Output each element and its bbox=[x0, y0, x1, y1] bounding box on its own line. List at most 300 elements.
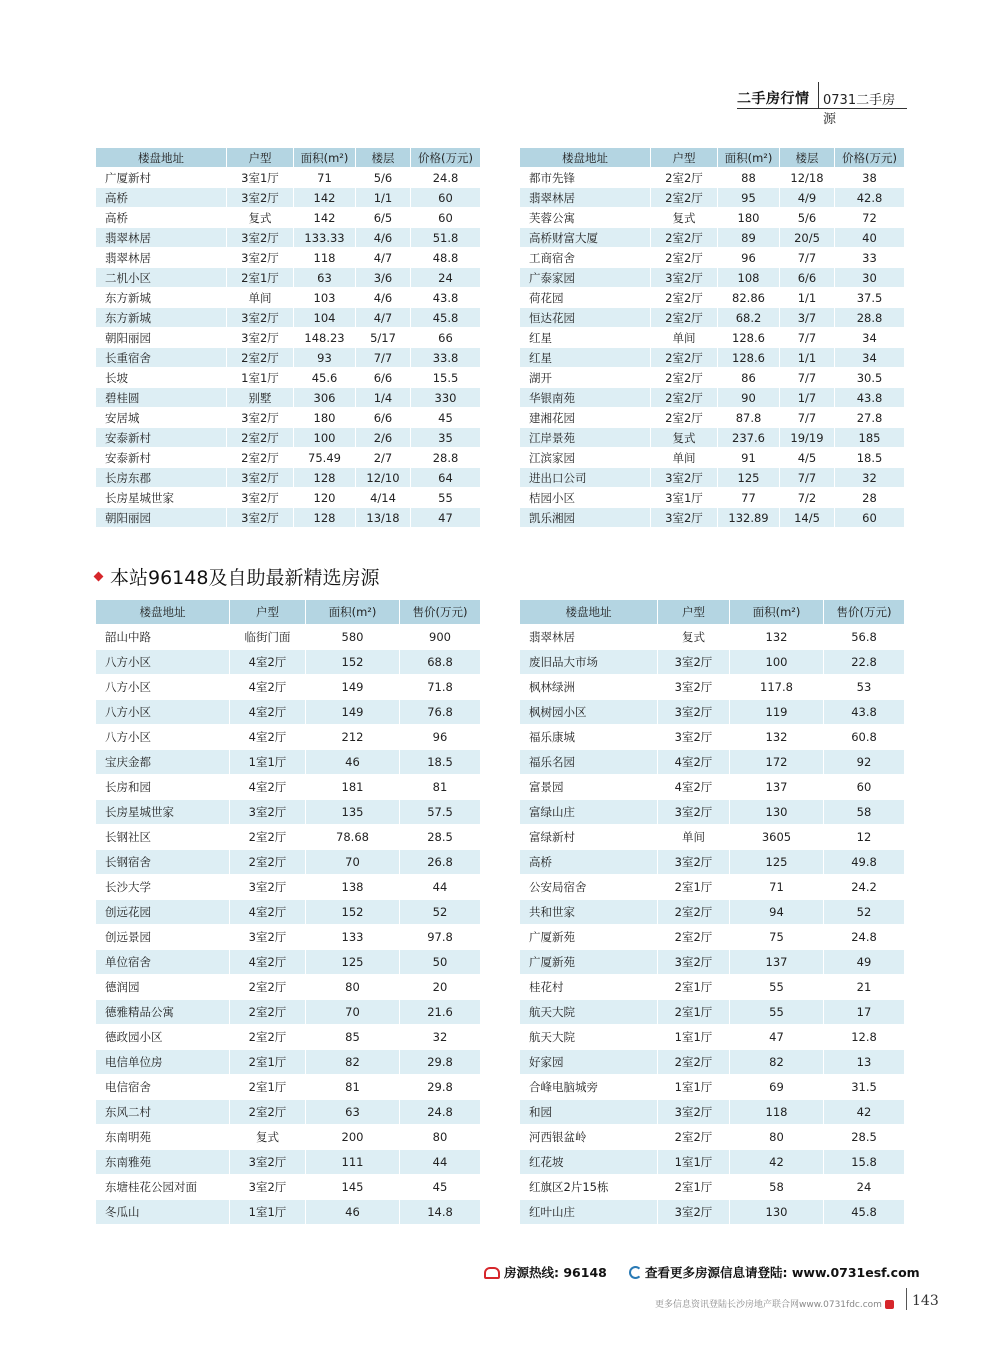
table-cell: 75.49 bbox=[294, 448, 356, 468]
table-cell: 2室2厅 bbox=[651, 168, 718, 188]
table-cell: 12 bbox=[824, 825, 905, 850]
table-cell: 138 bbox=[306, 875, 400, 900]
table-row bbox=[96, 308, 481, 328]
table-cell: 13/18 bbox=[356, 508, 411, 528]
table-cell: 132 bbox=[730, 725, 824, 750]
table-cell: 东南明苑 bbox=[96, 1125, 230, 1150]
column-header: 价格(万元) bbox=[835, 148, 905, 168]
table-cell: 4室2厅 bbox=[230, 900, 306, 925]
table-cell: 71 bbox=[730, 875, 824, 900]
table-cell: 135 bbox=[306, 800, 400, 825]
table-cell: 别墅 bbox=[227, 388, 294, 408]
table-cell: 华银南苑 bbox=[520, 388, 651, 408]
table-cell: 3室1厅 bbox=[651, 488, 718, 508]
table-cell: 2室2厅 bbox=[658, 1125, 730, 1150]
table-cell: 2室1厅 bbox=[227, 268, 294, 288]
table-cell: 212 bbox=[306, 725, 400, 750]
table-cell: 2室2厅 bbox=[658, 925, 730, 950]
table-cell: 185 bbox=[835, 428, 905, 448]
section-header-title: 二手房行情 bbox=[737, 91, 810, 107]
table-cell: 福乐名园 bbox=[520, 750, 658, 775]
table-cell: 4室2厅 bbox=[230, 775, 306, 800]
column-header: 面积(m²) bbox=[718, 148, 780, 168]
website-notice[interactable] bbox=[629, 1263, 920, 1281]
table-cell: 70 bbox=[306, 850, 400, 875]
table-cell: 52 bbox=[400, 900, 481, 925]
table-row bbox=[520, 1150, 905, 1175]
table-cell: 1室1厅 bbox=[658, 1025, 730, 1050]
table-cell: 3室2厅 bbox=[658, 725, 730, 750]
table-cell: 45.8 bbox=[824, 1200, 905, 1225]
table-cell: 28.5 bbox=[824, 1125, 905, 1150]
table-cell: 24 bbox=[411, 268, 481, 288]
table-cell: 28.5 bbox=[400, 825, 481, 850]
table-cell: 38 bbox=[835, 168, 905, 188]
table-row bbox=[520, 750, 905, 775]
table-cell: 37.5 bbox=[835, 288, 905, 308]
table-cell: 45.6 bbox=[294, 368, 356, 388]
table-cell: 德雅精品公寓 bbox=[96, 1000, 230, 1025]
table-cell: 18.5 bbox=[400, 750, 481, 775]
table-cell: 180 bbox=[718, 208, 780, 228]
table-row bbox=[96, 268, 481, 288]
table-cell: 1/1 bbox=[780, 348, 835, 368]
table-row bbox=[96, 468, 481, 488]
table-cell: 82 bbox=[306, 1050, 400, 1075]
column-header: 楼层 bbox=[356, 148, 411, 168]
hotline bbox=[484, 1263, 607, 1281]
logo-icon bbox=[885, 1300, 894, 1309]
table-cell: 2室2厅 bbox=[651, 388, 718, 408]
table-cell: 42.8 bbox=[835, 188, 905, 208]
table-cell: 创远景园 bbox=[96, 925, 230, 950]
table-cell: 3室2厅 bbox=[227, 468, 294, 488]
table-cell: 红叶山庄 bbox=[520, 1200, 658, 1225]
table-cell: 12.8 bbox=[824, 1025, 905, 1050]
table-cell: 4室2厅 bbox=[658, 750, 730, 775]
table-cell: 长钢宿舍 bbox=[96, 850, 230, 875]
table-cell: 34 bbox=[835, 328, 905, 348]
table-row bbox=[96, 488, 481, 508]
table-cell: 电信宿舍 bbox=[96, 1075, 230, 1100]
table-cell: 96 bbox=[718, 248, 780, 268]
table-cell: 104 bbox=[294, 308, 356, 328]
table-cell: 3室2厅 bbox=[230, 925, 306, 950]
table-cell: 148.23 bbox=[294, 328, 356, 348]
table-row bbox=[96, 700, 481, 725]
table-row bbox=[96, 168, 481, 188]
table-row bbox=[96, 625, 481, 650]
table-cell: 47 bbox=[730, 1025, 824, 1050]
table-row bbox=[520, 950, 905, 975]
table-cell: 公安局宿舍 bbox=[520, 875, 658, 900]
table-cell: 东风二村 bbox=[96, 1100, 230, 1125]
table-cell: 96 bbox=[400, 725, 481, 750]
table-cell: 32 bbox=[400, 1025, 481, 1050]
table-cell: 3室1厅 bbox=[227, 168, 294, 188]
table-cell: 91 bbox=[718, 448, 780, 468]
table-cell: 2室2厅 bbox=[230, 825, 306, 850]
table-row bbox=[520, 268, 905, 288]
table-cell: 1室1厅 bbox=[230, 1200, 306, 1225]
table-cell: 94 bbox=[730, 900, 824, 925]
table-row bbox=[520, 1100, 905, 1125]
table-cell: 枫树园小区 bbox=[520, 700, 658, 725]
table-cell: 24 bbox=[824, 1175, 905, 1200]
table-cell: 5/17 bbox=[356, 328, 411, 348]
table-cell: 长房星城世家 bbox=[96, 488, 227, 508]
table-cell: 3室2厅 bbox=[658, 1200, 730, 1225]
table-cell: 44 bbox=[400, 1150, 481, 1175]
table-cell: 7/7 bbox=[356, 348, 411, 368]
table-cell: 130 bbox=[730, 800, 824, 825]
table-cell: 103 bbox=[294, 288, 356, 308]
table-cell: 20/5 bbox=[780, 228, 835, 248]
table-cell: 24.8 bbox=[411, 168, 481, 188]
table-cell: 132 bbox=[730, 625, 824, 650]
table-row bbox=[520, 625, 905, 650]
section-header-subtitle: 0731二手房源 bbox=[823, 93, 896, 127]
table-cell: 4室2厅 bbox=[658, 775, 730, 800]
table-cell: 13 bbox=[824, 1050, 905, 1075]
table-cell: 60 bbox=[835, 508, 905, 528]
table-cell: 富景园 bbox=[520, 775, 658, 800]
column-header: 户型 bbox=[651, 148, 718, 168]
table-row bbox=[96, 1150, 481, 1175]
table-cell: 22.8 bbox=[824, 650, 905, 675]
table-cell: 2室1厅 bbox=[658, 1000, 730, 1025]
table-row bbox=[520, 900, 905, 925]
column-header: 售价(万元) bbox=[400, 600, 481, 625]
table-cell: 3室2厅 bbox=[230, 875, 306, 900]
table-cell: 冬瓜山 bbox=[96, 1200, 230, 1225]
table-cell: 152 bbox=[306, 900, 400, 925]
table-row bbox=[520, 328, 905, 348]
table-row bbox=[96, 1200, 481, 1225]
table-cell: 51.8 bbox=[411, 228, 481, 248]
table-cell: 35 bbox=[411, 428, 481, 448]
table-cell: 八方小区 bbox=[96, 650, 230, 675]
table-cell: 86 bbox=[718, 368, 780, 388]
table-cell: 单位宿舍 bbox=[96, 950, 230, 975]
table-row bbox=[520, 288, 905, 308]
table-cell: 56.8 bbox=[824, 625, 905, 650]
table-cell: 78.68 bbox=[306, 825, 400, 850]
table-bottom-right bbox=[519, 599, 905, 1225]
table-cell: 2室2厅 bbox=[230, 850, 306, 875]
table-cell: 66 bbox=[411, 328, 481, 348]
table-cell: 118 bbox=[294, 248, 356, 268]
table-cell: 43.8 bbox=[411, 288, 481, 308]
table-cell: 55 bbox=[411, 488, 481, 508]
table-row bbox=[96, 388, 481, 408]
table-cell: 12/18 bbox=[780, 168, 835, 188]
table-row bbox=[520, 700, 905, 725]
table-cell: 130 bbox=[730, 1200, 824, 1225]
table-row bbox=[96, 1175, 481, 1200]
column-header: 面积(m²) bbox=[730, 600, 824, 625]
table-cell: 长重宿舍 bbox=[96, 348, 227, 368]
table-row bbox=[520, 468, 905, 488]
table-cell: 翡翠林居 bbox=[96, 228, 227, 248]
table-cell: 24.8 bbox=[400, 1100, 481, 1125]
column-header: 楼盘地址 bbox=[96, 148, 227, 168]
table-cell: 125 bbox=[306, 950, 400, 975]
table-cell: 安泰新村 bbox=[96, 428, 227, 448]
column-header: 售价(万元) bbox=[824, 600, 905, 625]
table-cell: 6/6 bbox=[356, 408, 411, 428]
table-cell: 朝阳丽园 bbox=[96, 508, 227, 528]
table-cell: 富绿新村 bbox=[520, 825, 658, 850]
table-cell: 7/7 bbox=[780, 248, 835, 268]
table-cell: 2室2厅 bbox=[651, 408, 718, 428]
table-cell: 85 bbox=[306, 1025, 400, 1050]
table-cell: 133 bbox=[306, 925, 400, 950]
table-cell: 68.2 bbox=[718, 308, 780, 328]
table-row bbox=[96, 1075, 481, 1100]
table-cell: 红星 bbox=[520, 328, 651, 348]
table-row bbox=[520, 368, 905, 388]
table-cell: 14/5 bbox=[780, 508, 835, 528]
table-row bbox=[96, 188, 481, 208]
table-cell: 6/6 bbox=[780, 268, 835, 288]
table-cell: 2室2厅 bbox=[651, 348, 718, 368]
table-cell: 2/7 bbox=[356, 448, 411, 468]
table-row bbox=[96, 675, 481, 700]
table-cell: 14.8 bbox=[400, 1200, 481, 1225]
table-cell: 69 bbox=[730, 1075, 824, 1100]
table-cell: 3室2厅 bbox=[227, 328, 294, 348]
table-cell: 28.8 bbox=[411, 448, 481, 468]
table-cell: 111 bbox=[306, 1150, 400, 1175]
table-cell: 3室2厅 bbox=[227, 248, 294, 268]
table-cell: 133.33 bbox=[294, 228, 356, 248]
table-cell: 80 bbox=[730, 1125, 824, 1150]
table-cell: 八方小区 bbox=[96, 725, 230, 750]
table-cell: 红星 bbox=[520, 348, 651, 368]
table-cell: 广厦新村 bbox=[96, 168, 227, 188]
table-cell: 142 bbox=[294, 208, 356, 228]
table-cell: 52 bbox=[824, 900, 905, 925]
page-number-divider bbox=[906, 1288, 907, 1310]
table-row bbox=[96, 975, 481, 1000]
table-cell: 德润园 bbox=[96, 975, 230, 1000]
table-row bbox=[96, 508, 481, 528]
table-cell: 132.89 bbox=[718, 508, 780, 528]
table-cell: 1/7 bbox=[780, 388, 835, 408]
table-cell: 2室2厅 bbox=[651, 188, 718, 208]
table-row bbox=[520, 1075, 905, 1100]
table-bottom-left bbox=[95, 599, 481, 1225]
table-cell: 2室1厅 bbox=[658, 975, 730, 1000]
table-cell: 19/19 bbox=[780, 428, 835, 448]
table-cell: 红旗区2片15栋 bbox=[520, 1175, 658, 1200]
table-row bbox=[96, 328, 481, 348]
table-cell: 2室2厅 bbox=[230, 1000, 306, 1025]
table-cell: 142 bbox=[294, 188, 356, 208]
table-row bbox=[520, 850, 905, 875]
table-cell: 桔园小区 bbox=[520, 488, 651, 508]
table-cell: 80 bbox=[400, 1125, 481, 1150]
table-cell: 4室2厅 bbox=[230, 950, 306, 975]
table-cell: 43.8 bbox=[835, 388, 905, 408]
table-cell: 3室2厅 bbox=[227, 308, 294, 328]
table-cell: 枫林绿洲 bbox=[520, 675, 658, 700]
table-cell: 复式 bbox=[230, 1125, 306, 1150]
table-cell: 2室2厅 bbox=[651, 288, 718, 308]
table-row bbox=[96, 228, 481, 248]
table-cell: 2室2厅 bbox=[227, 428, 294, 448]
diamond-bullet-icon bbox=[94, 572, 104, 582]
table-row bbox=[520, 1050, 905, 1075]
table-cell: 4/9 bbox=[780, 188, 835, 208]
table-row bbox=[96, 1000, 481, 1025]
table-cell: 翡翠林居 bbox=[520, 188, 651, 208]
table-row bbox=[96, 650, 481, 675]
table-row bbox=[96, 428, 481, 448]
footer-note-text: 更多信息资讯登陆长沙房地产联合网www.0731fdc.com bbox=[655, 1300, 882, 1310]
table-row bbox=[520, 775, 905, 800]
column-header: 户型 bbox=[227, 148, 294, 168]
table-cell: 32 bbox=[835, 468, 905, 488]
table-cell: 4室2厅 bbox=[230, 675, 306, 700]
table-cell: 97.8 bbox=[400, 925, 481, 950]
table-row bbox=[520, 675, 905, 700]
table-cell: 128 bbox=[294, 468, 356, 488]
table-cell: 60 bbox=[824, 775, 905, 800]
table-cell: 江滨家园 bbox=[520, 448, 651, 468]
table-cell: 50 bbox=[400, 950, 481, 975]
table-cell: 30.5 bbox=[835, 368, 905, 388]
table-cell: 1室1厅 bbox=[658, 1150, 730, 1175]
column-header: 户型 bbox=[230, 600, 306, 625]
table-row bbox=[520, 725, 905, 750]
table-row bbox=[96, 348, 481, 368]
table-cell: 3室2厅 bbox=[658, 675, 730, 700]
table-cell: 4室2厅 bbox=[230, 725, 306, 750]
table-cell: 复式 bbox=[651, 208, 718, 228]
table-header-row bbox=[520, 148, 905, 168]
table-cell: 5/6 bbox=[356, 168, 411, 188]
table-cell: 复式 bbox=[658, 625, 730, 650]
table-cell: 128 bbox=[294, 508, 356, 528]
table-cell: 1室1厅 bbox=[227, 368, 294, 388]
table-cell: 高桥 bbox=[96, 208, 227, 228]
table-cell: 3室2厅 bbox=[230, 800, 306, 825]
table-cell: 单间 bbox=[227, 288, 294, 308]
table-cell: 128.6 bbox=[718, 348, 780, 368]
section-title-text: 本站96148及自助最新精选房源 bbox=[110, 567, 380, 589]
table-cell: 237.6 bbox=[718, 428, 780, 448]
table-cell: 89 bbox=[718, 228, 780, 248]
column-header: 户型 bbox=[658, 600, 730, 625]
table-cell: 八方小区 bbox=[96, 700, 230, 725]
table-cell: 3室2厅 bbox=[230, 1175, 306, 1200]
table-cell: 2室2厅 bbox=[230, 1100, 306, 1125]
table-cell: 152 bbox=[306, 650, 400, 675]
table-row bbox=[96, 1025, 481, 1050]
table-cell: 30 bbox=[835, 268, 905, 288]
table-cell: 3室2厅 bbox=[658, 1100, 730, 1125]
table-cell: 7/7 bbox=[780, 368, 835, 388]
table-cell: 进出口公司 bbox=[520, 468, 651, 488]
table-row bbox=[520, 228, 905, 248]
table-top-right bbox=[519, 147, 905, 528]
table-cell: 125 bbox=[718, 468, 780, 488]
table-cell: 3室2厅 bbox=[651, 508, 718, 528]
table-row bbox=[96, 750, 481, 775]
column-header: 面积(m²) bbox=[306, 600, 400, 625]
table-cell: 福乐康城 bbox=[520, 725, 658, 750]
table-row bbox=[520, 875, 905, 900]
table-cell: 2/6 bbox=[356, 428, 411, 448]
table-row bbox=[96, 1100, 481, 1125]
table-cell: 17 bbox=[824, 1000, 905, 1025]
table-top-left bbox=[95, 147, 481, 528]
table-row bbox=[96, 950, 481, 975]
table-cell: 82.86 bbox=[718, 288, 780, 308]
table-cell: 46 bbox=[306, 750, 400, 775]
table-row bbox=[96, 368, 481, 388]
table-row bbox=[520, 388, 905, 408]
table-cell: 长沙大学 bbox=[96, 875, 230, 900]
table-row bbox=[96, 448, 481, 468]
header-divider bbox=[818, 82, 819, 108]
table-cell: 137 bbox=[730, 775, 824, 800]
table-row bbox=[96, 725, 481, 750]
table-cell: 117.8 bbox=[730, 675, 824, 700]
table-cell: 1/1 bbox=[780, 288, 835, 308]
table-cell: 3室2厅 bbox=[227, 188, 294, 208]
table-cell: 和园 bbox=[520, 1100, 658, 1125]
table-row bbox=[520, 208, 905, 228]
table-row bbox=[520, 975, 905, 1000]
table-row bbox=[520, 348, 905, 368]
table-cell: 88 bbox=[718, 168, 780, 188]
table-cell: 7/7 bbox=[780, 328, 835, 348]
footer-note bbox=[655, 1297, 894, 1310]
table-cell: 12/10 bbox=[356, 468, 411, 488]
table-row bbox=[520, 800, 905, 825]
table-cell: 68.8 bbox=[400, 650, 481, 675]
table-row bbox=[520, 188, 905, 208]
table-cell: 2室1厅 bbox=[230, 1075, 306, 1100]
table-cell: 119 bbox=[730, 700, 824, 725]
column-header: 面积(m²) bbox=[294, 148, 356, 168]
table-row bbox=[520, 1175, 905, 1200]
table-cell: 翡翠林居 bbox=[520, 625, 658, 650]
table-cell: 108 bbox=[718, 268, 780, 288]
table-cell: 6/5 bbox=[356, 208, 411, 228]
table-row bbox=[520, 408, 905, 428]
table-cell: 149 bbox=[306, 675, 400, 700]
table-cell: 92 bbox=[824, 750, 905, 775]
table-cell: 55 bbox=[730, 1000, 824, 1025]
column-header: 楼层 bbox=[780, 148, 835, 168]
table-cell: 15.8 bbox=[824, 1150, 905, 1175]
table-cell: 3605 bbox=[730, 825, 824, 850]
column-header: 楼盘地址 bbox=[520, 600, 658, 625]
table-row bbox=[96, 408, 481, 428]
website-text[interactable]: 查看更多房源信息请登陆: www.0731esf.com bbox=[645, 1265, 920, 1280]
table-cell: 2室2厅 bbox=[230, 975, 306, 1000]
table-cell: 330 bbox=[411, 388, 481, 408]
table-cell: 64 bbox=[411, 468, 481, 488]
table-cell: 580 bbox=[306, 625, 400, 650]
table-row bbox=[96, 1050, 481, 1075]
table-cell: 3/7 bbox=[780, 308, 835, 328]
table-cell: 东南雅苑 bbox=[96, 1150, 230, 1175]
